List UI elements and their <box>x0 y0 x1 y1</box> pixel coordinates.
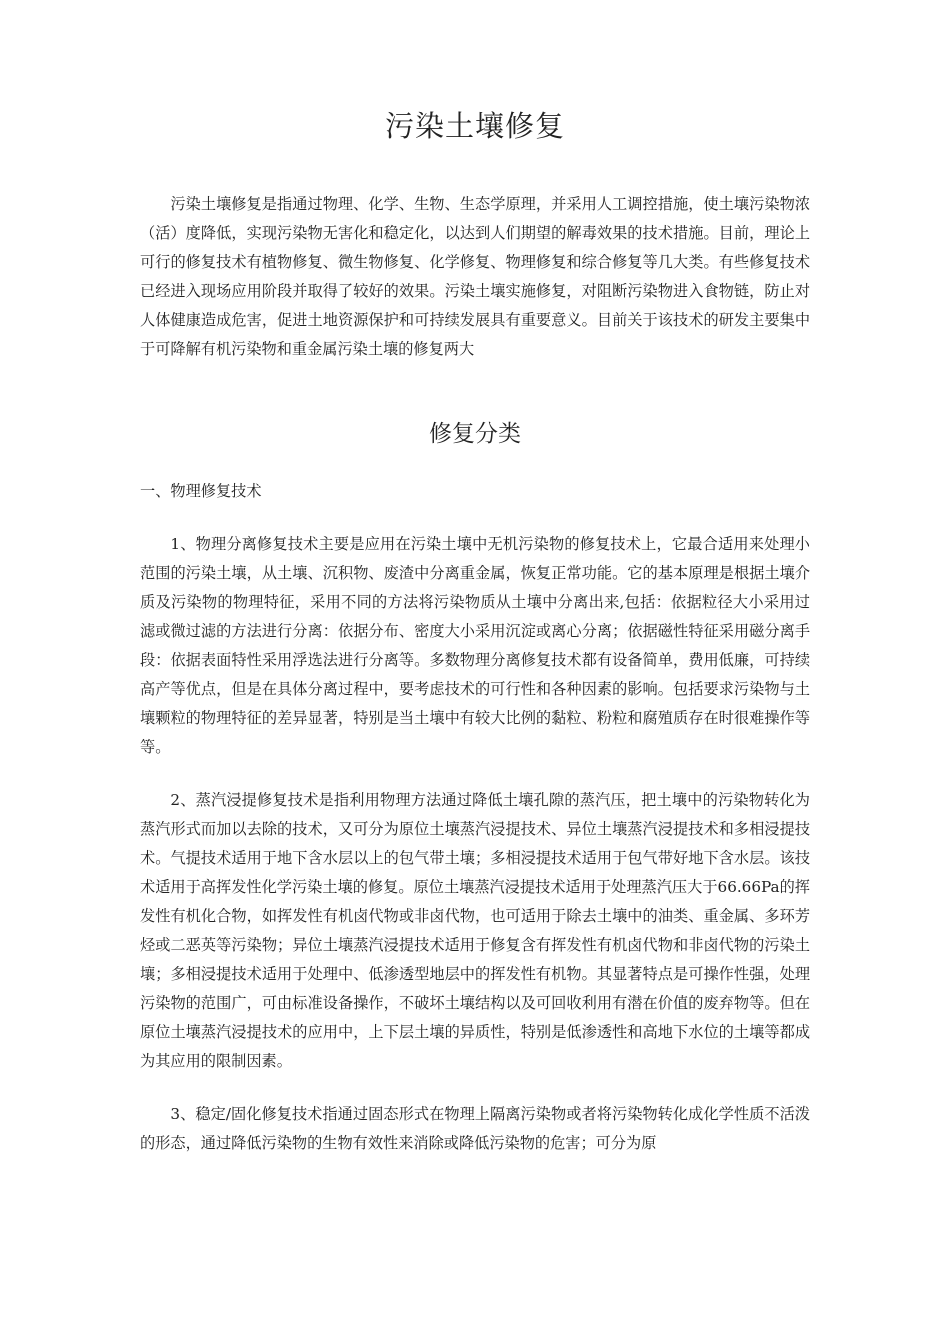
paragraph-physical-separation: 1、物理分离修复技术主要是应用在污染土壤中无机污染物的修复技术上，它最合适用来处理小范围的污染土壤，从土壤、沉积物、废渣中分离重金属，恢复正常功能。它的基本原理是根据土壤介质及污染物的物理特征，采用不同的方法将污染物质从土壤中分离出来,包括：依据粒径大小采用过滤或微过滤的方法进行分离：依据分布、密度大小采用沉淀或离心分离；依据磁性特征采用磁分离手段：依据表面特性采用浮选法进行分离等。多数物理分离修复技术都有设备简单，费用低廉，可持续高产等优点，但是在具体分离过程中，要考虑技术的可行性和各种因素的影响。包括要求污染物与土壤颗粒的物理特征的差异显著，特别是当土壤中有较大比例的黏粒、粉粒和腐殖质存在时很难操作等等。 <box>140 535 810 756</box>
section-title: 修复分类 <box>429 421 521 447</box>
sub-heading-physical-remediation: 一、物理修复技术 <box>140 482 262 500</box>
paragraph-stabilization: 3、稳定/固化修复技术指通过固态形式在物理上隔离污染物或者将污染物转化成化学性质不活泼的形态，通过降低污染物的生物有效性来消除或降低污染物的危害；可分为原 <box>140 1105 810 1152</box>
paragraph-vapor-extraction: 2、蒸汽浸提修复技术是指利用物理方法通过降低土壤孔隙的蒸汽压，把土壤中的污染物转化为蒸汽形式而加以去除的技术，又可分为原位土壤蒸汽浸提技术、异位土壤蒸汽浸提技术和多相浸提技术。气提技术适用于地下含水层以上的包气带土壤；多相浸提技术适用于包气带好地下含水层。该技术适用于高挥发性化学污染土壤的修复。原位土壤蒸汽浸提技术适用于处理蒸汽压大于66.66Pa的挥发性有机化合物，如挥发性有机卤代物或非卤代物，也可适用于除去土壤中的油类、重金属、多环芳烃或二恶英等污染物；异位土壤蒸汽浸提技术适用于修复含有挥发性有机卤代物和非卤代物的污染土壤；多相浸提技术适用于处理中、低渗透型地层中的挥发性有机物。其显著特点是可操作性强，处理污染物的范围广，可由标准设备操作，不破坏土壤结构以及可回收利用有潜在价值的废弃物等。但在原位土壤蒸汽浸提技术的应用中，上下层土壤的异质性，特别是低渗透性和高地下水位的土壤等都成为其应用的限制因素。 <box>140 791 810 1070</box>
document-title: 污染土壤修复 <box>384 109 565 143</box>
document-body <box>140 100 810 1158</box>
intro-paragraph: 污染土壤修复是指通过物理、化学、生物、生态学原理，并采用人工调控措施，使土壤污染物浓（活）度降低，实现污染物无害化和稳定化，以达到人们期望的解毒效果的技术措施。目前，理论上可行的修复技术有植物修复、微生物修复、化学修复、物理修复和综合修复等几大类。有些修复技术已经进入现场应用阶段并取得了较好的效果。污染土壤实施修复，对阻断污染物进入食物链，防止对人体健康造成危害，促进土地资源保护和可持续发展具有重要意义。目前关于该技术的研发主要集中于可降解有机污染物和重金属污染土壤的修复两大 <box>140 195 810 358</box>
